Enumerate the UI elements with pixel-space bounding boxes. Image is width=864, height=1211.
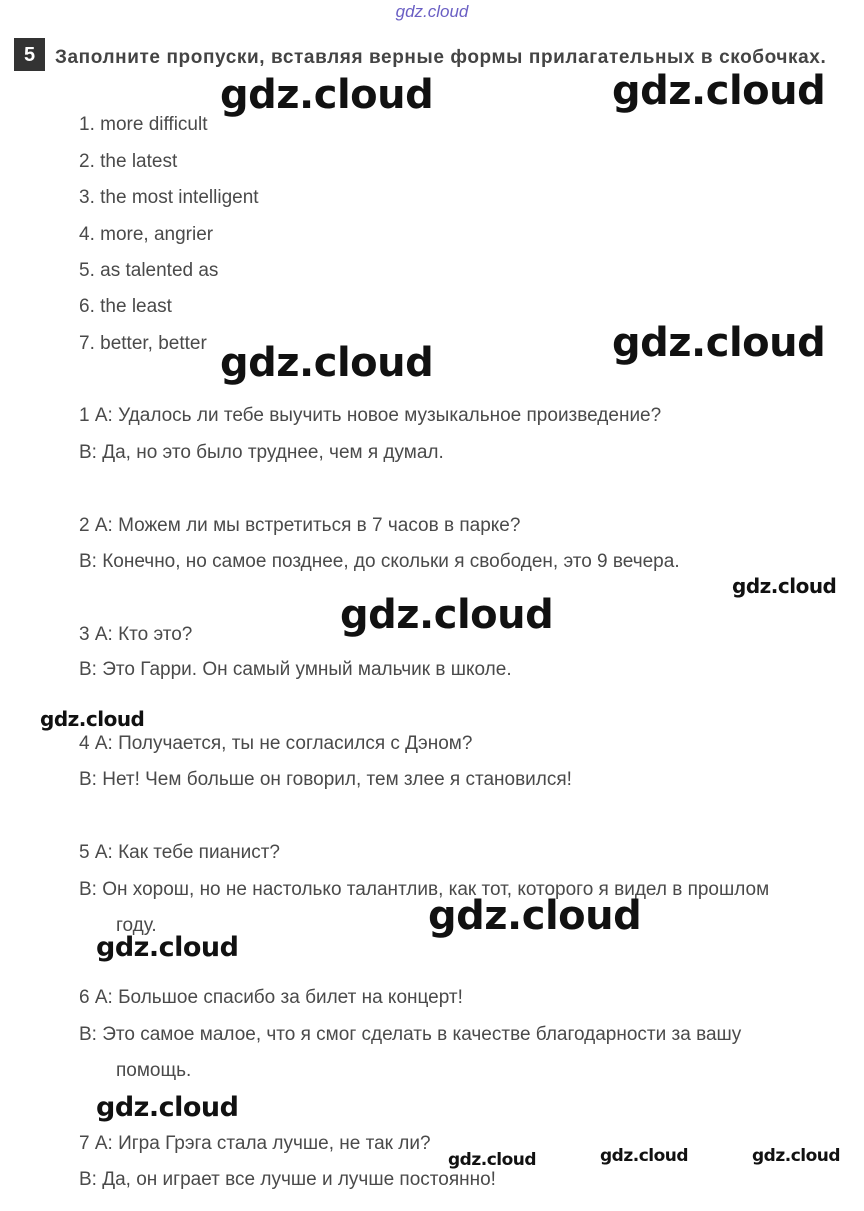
dialogue-5-line-b: В: Он хорош, но не настолько талантлив, как тот, которого я видел в прошлом: [79, 879, 770, 900]
dialogue-7-line-b: В: Да, он играет все лучше и лучше постоянно!: [79, 1169, 496, 1190]
watermark: gdz.cloud: [600, 1146, 689, 1166]
answer-item: 5. as talented as: [79, 260, 219, 281]
watermark: gdz.cloud: [40, 707, 145, 731]
answer-item: 7. better, better: [79, 333, 207, 354]
dialogue-6-line-b: В: Это самое малое, что я смог сделать в качестве благодарности за вашу: [79, 1024, 742, 1045]
dialogue-6-line-b-continued: помощь.: [116, 1060, 192, 1081]
exercise-instruction: Заполните пропуски, вставляя верные формы прилагательных в скобочках.: [55, 47, 827, 68]
answer-item: 4. more, angrier: [79, 224, 214, 245]
header-watermark: gdz.cloud: [395, 2, 469, 21]
dialogue-3-line-a: 3 А: Кто это?: [79, 624, 193, 645]
watermark: gdz.cloud: [752, 1146, 841, 1166]
dialogue-4-line-b: В: Нет! Чем больше он говорил, тем злее я становился!: [79, 769, 572, 790]
dialogue-7-line-a: 7 А: Игра Грэга стала лучше, не так ли?: [79, 1133, 431, 1154]
watermark: gdz.cloud: [732, 574, 837, 598]
watermark: gdz.cloud: [96, 1092, 239, 1123]
watermark: gdz.cloud: [612, 68, 826, 114]
watermark: gdz.cloud: [428, 893, 642, 939]
answer-item: 2. the latest: [79, 151, 178, 172]
dialogue-1-line-b: В: Да, но это было труднее, чем я думал.: [79, 442, 444, 463]
dialogue-3-line-b: В: Это Гарри. Он самый умный мальчик в школе.: [79, 659, 512, 680]
exercise-number-badge: 5: [14, 38, 45, 71]
watermark: gdz.cloud: [220, 72, 434, 118]
answer-item: 1. more difficult: [79, 114, 208, 135]
dialogue-1-line-a: 1 А: Удалось ли тебе выучить новое музыкальное произведение?: [79, 405, 662, 426]
watermark: gdz.cloud: [96, 932, 239, 963]
watermark: gdz.cloud: [612, 320, 826, 366]
answer-item: 6. the least: [79, 296, 172, 317]
answer-item: 3. the most intelligent: [79, 187, 259, 208]
dialogue-4-line-a: 4 А: Получается, ты не согласился с Дэном?: [79, 733, 473, 754]
watermark: gdz.cloud: [448, 1150, 537, 1170]
watermark: gdz.cloud: [220, 340, 434, 386]
dialogue-5-line-b-continued: году.: [116, 915, 157, 936]
dialogue-2-line-b: В: Конечно, но самое позднее, до скольки я свободен, это 9 вечера.: [79, 551, 680, 572]
dialogue-2-line-a: 2 А: Можем ли мы встретиться в 7 часов в парке?: [79, 515, 521, 536]
watermark: gdz.cloud: [340, 592, 554, 638]
dialogue-5-line-a: 5 А: Как тебе пианист?: [79, 842, 281, 863]
dialogue-6-line-a: 6 А: Большое спасибо за билет на концерт!: [79, 987, 463, 1008]
